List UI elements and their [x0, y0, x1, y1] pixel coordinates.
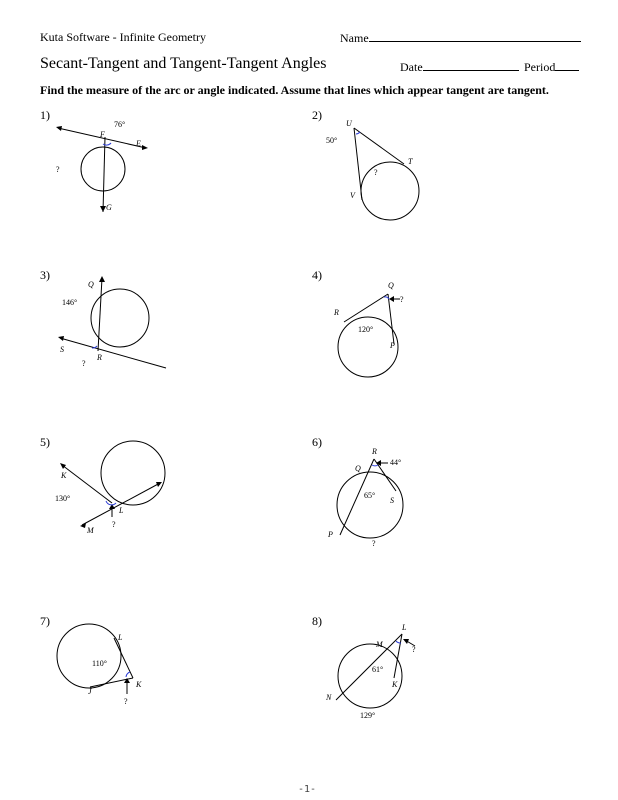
given-arc-label: 110° [92, 659, 107, 668]
date-label: Date [400, 60, 423, 74]
worksheet-title: Secant-Tangent and Tangent-Tangent Angles [40, 55, 327, 72]
angle-mark [126, 672, 130, 677]
point-label: K [136, 680, 142, 689]
point-label: M [376, 640, 383, 649]
problem-number: 8) [312, 614, 322, 628]
problem-number: 6) [312, 435, 322, 449]
problem-5-figure [40, 435, 180, 545]
point-label: K [61, 471, 67, 480]
problem-6-figure [312, 435, 452, 555]
given-arc-label: 120° [358, 325, 374, 334]
given-arc-label: 129° [360, 711, 376, 720]
circle [81, 147, 125, 191]
given-arc-label: 61° [372, 665, 384, 674]
unknown-label: ? [374, 168, 378, 177]
point-label: Q [388, 281, 394, 290]
period-label: Period [524, 60, 556, 74]
point-label: L [119, 506, 124, 515]
circle [361, 162, 419, 220]
unknown-label: ? [372, 539, 376, 548]
problem-number: 5) [40, 435, 50, 449]
point-label: Q [88, 280, 94, 289]
angle-mark [103, 143, 111, 145]
point-label: U [346, 119, 352, 128]
unknown-label: ? [400, 295, 404, 304]
problem-8-figure [312, 614, 452, 734]
given-angle-label: 44° [390, 458, 402, 467]
circle [337, 472, 403, 538]
tangent-line [60, 338, 166, 368]
name-label: Name [340, 31, 369, 45]
unknown-label: ? [124, 697, 128, 706]
circle [57, 624, 121, 688]
unknown-label: ? [56, 165, 60, 174]
unknown-label: ? [412, 645, 416, 654]
problem-7-figure [40, 614, 180, 724]
angle-mark [372, 465, 378, 466]
point-label: K [392, 680, 398, 689]
period-field[interactable] [524, 59, 579, 75]
tangent-line [354, 128, 362, 200]
point-label: R [97, 353, 102, 362]
page-number: -1- [298, 784, 317, 795]
given-arc-label: 76° [114, 120, 126, 129]
given-arc-label: 146° [62, 298, 78, 307]
unknown-label: ? [112, 520, 116, 529]
problem-3-figure [40, 268, 180, 378]
point-label: J [88, 687, 92, 696]
point-label: E [136, 139, 141, 148]
point-label: S [60, 345, 64, 354]
point-label: R [334, 308, 339, 317]
circle [338, 644, 402, 708]
problem-number: 3) [40, 268, 50, 282]
point-label: F [100, 130, 105, 139]
point-label: P [390, 341, 395, 350]
point-label: G [106, 203, 112, 212]
given-angle-label: 50° [326, 136, 338, 145]
date-blank[interactable] [423, 59, 519, 71]
point-label: R [372, 447, 377, 456]
point-label: S [390, 496, 394, 505]
secant-line [103, 137, 105, 212]
problem-number: 2) [312, 108, 322, 122]
point-label: P [328, 530, 333, 539]
point-label: V [350, 191, 355, 200]
problem-number: 4) [312, 268, 322, 282]
name-field[interactable] [340, 30, 581, 46]
period-blank[interactable] [555, 59, 579, 71]
unknown-label: ? [82, 359, 86, 368]
problem-number: 1) [40, 108, 50, 122]
point-label: T [408, 157, 413, 166]
angle-mark [356, 132, 360, 134]
problem-2-figure [312, 108, 452, 228]
tangent-line [388, 294, 394, 344]
problem-number: 7) [40, 614, 50, 628]
circle [101, 441, 165, 505]
point-label: L [118, 633, 123, 642]
date-field[interactable] [400, 59, 519, 75]
point-label: L [402, 623, 407, 632]
instructions: Find the measure of the arc or angle indicated. Assume that lines which appear tangent are tangent. [40, 83, 549, 97]
given-arc-label: 130° [55, 494, 71, 503]
problem-1-figure [40, 108, 180, 218]
point-label: Q [355, 464, 361, 473]
point-label: N [326, 693, 332, 702]
tangent-line [354, 128, 404, 164]
problem-4-figure [312, 268, 452, 388]
angle-mark [106, 501, 116, 505]
name-blank[interactable] [369, 30, 581, 42]
publisher: Kuta Software - Infinite Geometry [40, 30, 206, 44]
given-arc-label: 65° [364, 491, 376, 500]
tangent-line [344, 294, 388, 322]
point-label: M [87, 526, 94, 535]
